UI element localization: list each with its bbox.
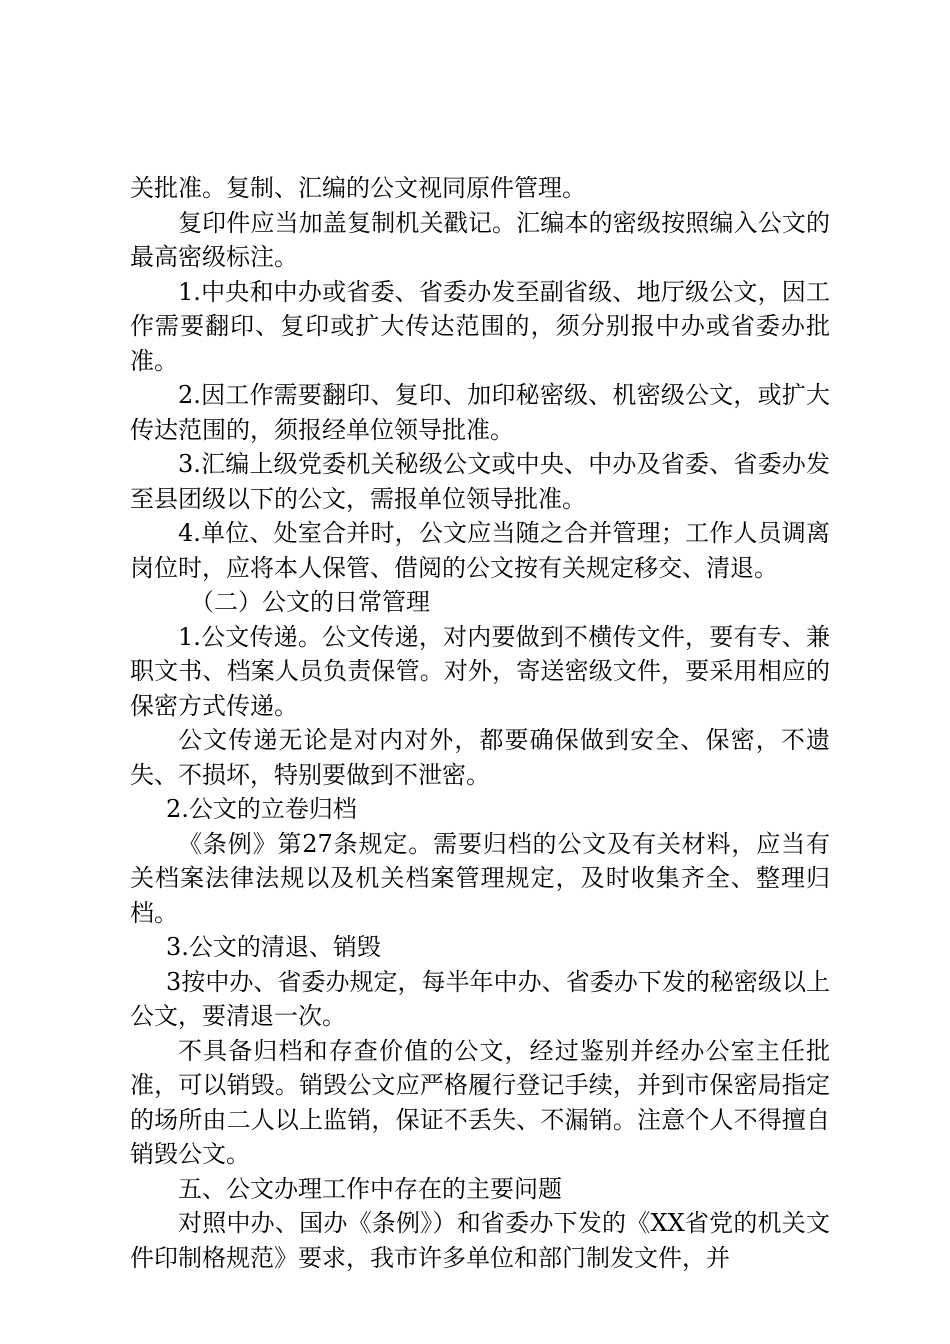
paragraph-transmission-safety: 公文传递无论是对内对外，都要确保做到安全、保密，不遗失、不损坏，特别要做到不泄密。: [130, 726, 830, 789]
paragraph-item-4: 4.单位、处室合并时，公文应当随之合并管理；工作人员调离岗位时，应将本人保管、借阅的公文按有关规定移交、清退。: [130, 519, 830, 582]
paragraph-problems-intro: 对照中办、国办《条例》）和省委办下发的《XX省党的机关文件印制格规范》要求，我市许多单位和部门制发文件，并: [130, 1209, 830, 1272]
paragraph-item-3: 3.汇编上级党委机关秘级公文或中央、中办及省委、省委办发至县团级以下的公文，需报单位领导批准。: [130, 450, 830, 513]
section-heading-main-problems: 五、公文办理工作中存在的主要问题: [178, 1174, 562, 1203]
paragraph-half-year-return: 3按中办、省委办规定，每半年中办、省委办下发的秘密级以上公文，要清退一次。: [130, 967, 830, 1030]
document-body: [130, 171, 830, 1275]
paragraph-continuation: 关批准。复制、汇编的公文视同原件管理。: [130, 174, 586, 202]
paragraph-transmission: 1.公文传递。公文传递，对内要做到不横传文件，要有专、兼职文书、档案人员负责保管。对外，寄送密级文件，要采用相应的保密方式传递。: [130, 622, 830, 720]
paragraph-item-1: 1.中央和中办或省委、省委办发至副省级、地厅级公文，因工作需要翻印、复印或扩大传达范围的，须分别报中办或省委办批准。: [130, 277, 830, 375]
section-heading-daily-management: （二）公文的日常管理: [190, 588, 430, 616]
paragraph-destruction: 不具备归档和存查价值的公文，经过鉴别并经办公室主任批准，可以销毁。销毁公文应严格履行登记手续，并到市保密局指定的场所由二人以上监销，保证不丢失、不漏销。注意个人不得擅自销毁公文。: [130, 1036, 830, 1168]
subheading-return-destroy: 3.公文的清退、销毁: [166, 933, 381, 961]
paragraph-item-2: 2.因工作需要翻印、复印、加印秘密级、机密级公文，或扩大传达范围的，须报经单位领导批准。: [130, 381, 830, 444]
paragraph-regulation-27: 《条例》第27条规定。需要归档的公文及有关材料，应当有关档案法律法规以及机关档案管理规定，及时收集齐全、整理归档。: [130, 829, 830, 927]
paragraph-copy-marking: 复印件应当加盖复制机关戳记。汇编本的密级按照编入公文的最高密级标注。: [130, 208, 830, 271]
subheading-archiving: 2.公文的立卷归档: [166, 795, 357, 823]
